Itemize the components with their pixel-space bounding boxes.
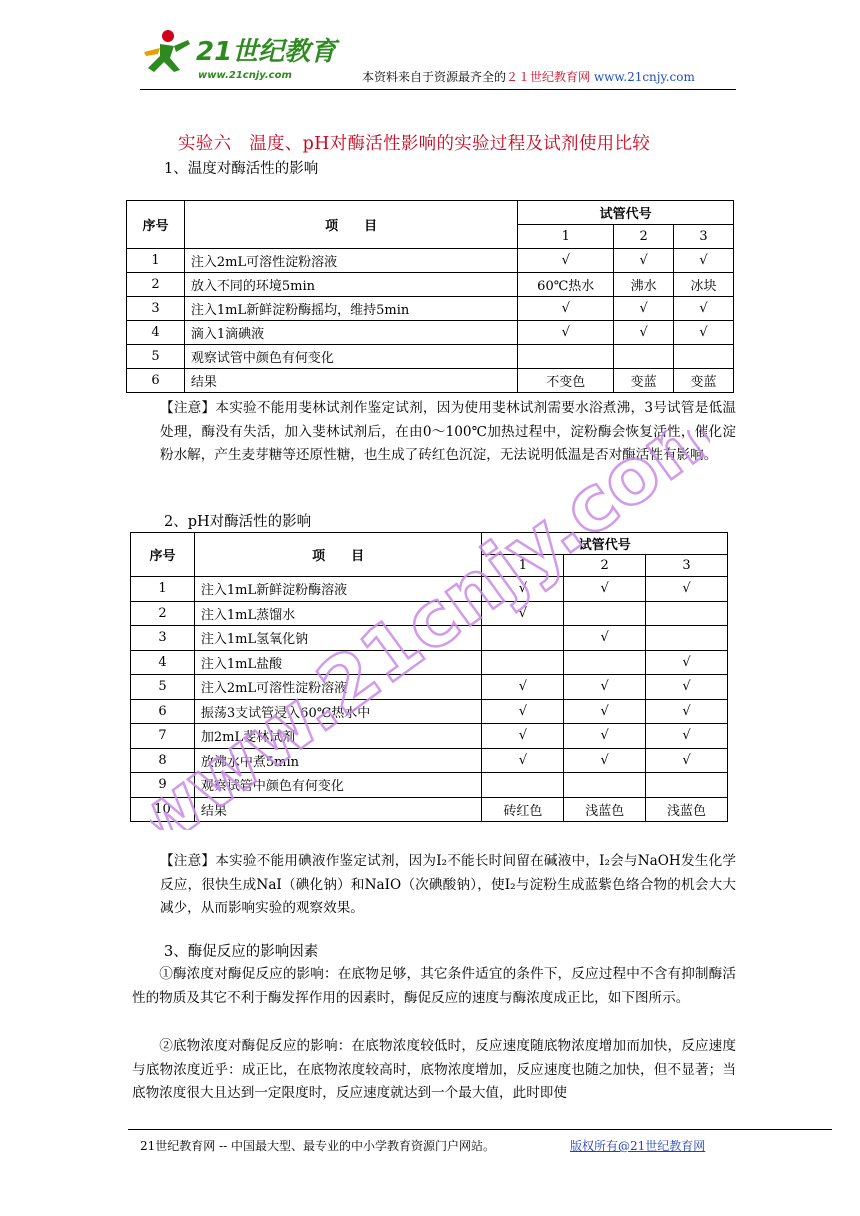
tube-cell: √ xyxy=(564,748,646,773)
row-number: 5 xyxy=(131,675,195,700)
col-header-tubes: 试管代号 xyxy=(518,201,734,225)
header-note-highlight: ２１世纪教育网 xyxy=(506,70,591,84)
tube-cell: √ xyxy=(674,321,734,345)
table-row xyxy=(127,249,734,273)
table-row xyxy=(127,345,734,369)
logo-text: 21世纪教育 xyxy=(196,37,337,67)
header-note-prefix: 本资料来自于资源最齐全的 xyxy=(362,70,507,84)
tube-cell: √ xyxy=(564,577,646,602)
footer-text: 21世纪教育网 -- 中国最大型、最专业的中小学教育资源门户网站。 xyxy=(140,1139,496,1153)
row-number: 9 xyxy=(131,773,195,798)
tube-cell: √ xyxy=(518,321,614,345)
row-item: 注入2mL可溶性淀粉溶液 xyxy=(184,249,517,273)
row-item: 注入1mL蒸馏水 xyxy=(194,601,482,626)
row-item: 注入1mL盐酸 xyxy=(194,650,482,675)
col-header-item: 项 目 xyxy=(194,533,482,577)
tube-id: 1 xyxy=(482,555,564,577)
header-divider xyxy=(140,89,736,90)
note-text: 本实验不能用斐林试剂作鉴定试剂，因为使用斐林试剂需要水浴煮沸，3号试管是低温处理，酶没有失活，加入斐林试剂后，在由0～100℃加热过程中，淀粉酶会恢复活性，催化淀粉水解，产生麦芽糖等还原性糖，也生成了砖红色沉淀，无法说明低温是否对酶活性有影响。 xyxy=(160,400,736,463)
row-number: 6 xyxy=(127,369,185,393)
tube-cell: √ xyxy=(564,675,646,700)
tube-cell xyxy=(646,773,728,798)
temperature-table xyxy=(126,200,734,393)
table-row xyxy=(131,650,728,675)
row-number: 4 xyxy=(127,321,185,345)
table-row xyxy=(127,321,734,345)
tube-cell: 浅蓝色 xyxy=(646,797,728,822)
tube-cell: √ xyxy=(482,699,564,724)
section3-para1: ①酶浓度对酶促反应的影响：在底物足够，其它条件适宜的条件下，反应过程中不含有抑制酶活性的物质及其它不利于酶发挥作用的因素时，酶促反应的速度与酶浓度成正比，如下图所示。 xyxy=(132,966,736,1006)
tube-cell xyxy=(482,650,564,675)
tube-cell: 变蓝 xyxy=(614,369,674,393)
row-item: 观察试管中颜色有何变化 xyxy=(184,345,517,369)
section1-heading: 1、温度对酶活性的影响 xyxy=(164,161,319,177)
tube-cell: 变蓝 xyxy=(674,369,734,393)
row-item: 结果 xyxy=(194,797,482,822)
table-row xyxy=(131,724,728,749)
footer-divider xyxy=(128,1129,832,1130)
ph-table xyxy=(130,532,728,822)
note-text: 本实验不能用碘液作鉴定试剂，因为I₂不能长时间留在碱液中，I₂会与NaOH发生化学反应，很快生成NaI（碘化钠）和NaIO（次碘酸钠），使I₂与淀粉生成蓝紫色络合物的机会大大减少，从而影响实验的观察效果。 xyxy=(160,853,737,916)
row-item: 振荡3支试管浸入60℃热水中 xyxy=(194,699,482,724)
tube-cell: √ xyxy=(646,675,728,700)
table-row xyxy=(127,273,734,297)
col-header-no: 序号 xyxy=(127,201,185,249)
tube-cell xyxy=(614,345,674,369)
tube-cell: √ xyxy=(614,297,674,321)
note-label: 【注意】 xyxy=(160,400,216,416)
table-row xyxy=(131,748,728,773)
tube-cell: √ xyxy=(674,297,734,321)
tube-cell xyxy=(564,601,646,626)
row-number: 2 xyxy=(127,273,185,297)
row-number: 5 xyxy=(127,345,185,369)
tube-cell: √ xyxy=(518,297,614,321)
row-item: 注入1mL新鲜淀粉酶摇均，维持5min xyxy=(184,297,517,321)
tube-cell: 冰块 xyxy=(674,273,734,297)
row-item: 加2mL斐林试剂 xyxy=(194,724,482,749)
row-number: 6 xyxy=(131,699,195,724)
tube-cell: √ xyxy=(646,650,728,675)
section3-para2: ②底物浓度对酶促反应的影响：在底物浓度较低时，反应速度随底物浓度增加而加快，反应速度与底物浓度近乎：成正比，在底物浓度较高时，底物浓度增加，反应速度也随之加快，但不显著；当底物浓度很大且达到一定限度时，反应速度就达到一个最大值，此时即使 xyxy=(132,1038,736,1101)
header-note-url[interactable]: www.21cnjy.com xyxy=(593,70,695,84)
logo-url: www.21cnjy.com xyxy=(198,70,292,81)
watermark-text: www.21cnjy.com xyxy=(150,430,710,830)
tube-cell: 沸水 xyxy=(614,273,674,297)
tube-id: 3 xyxy=(646,555,728,577)
tube-id: 2 xyxy=(564,555,646,577)
row-number: 3 xyxy=(127,297,185,321)
tube-cell: √ xyxy=(518,249,614,273)
tube-cell xyxy=(646,601,728,626)
table-row xyxy=(131,699,728,724)
tube-cell: √ xyxy=(646,724,728,749)
logo-graphic xyxy=(140,22,340,84)
row-number: 4 xyxy=(131,650,195,675)
tube-cell xyxy=(674,345,734,369)
header-note xyxy=(362,68,695,85)
table-row xyxy=(131,577,728,602)
tube-id: 2 xyxy=(614,225,674,249)
tube-id: 1 xyxy=(518,225,614,249)
tube-cell: √ xyxy=(482,577,564,602)
row-item: 放沸水中煮5min xyxy=(194,748,482,773)
table-row xyxy=(127,369,734,393)
row-number: 3 xyxy=(131,626,195,651)
tube-cell: 浅蓝色 xyxy=(564,797,646,822)
tube-cell: √ xyxy=(482,748,564,773)
row-item: 结果 xyxy=(184,369,517,393)
row-number: 10 xyxy=(131,797,195,822)
row-item: 放入不同的环境5min xyxy=(184,273,517,297)
row-item: 注入2mL可溶性淀粉溶液 xyxy=(194,675,482,700)
tube-cell xyxy=(482,626,564,651)
tube-cell: √ xyxy=(564,724,646,749)
copyright-link[interactable]: 版权所有@21世纪教育网 xyxy=(570,1139,706,1153)
row-number: 1 xyxy=(127,249,185,273)
tube-cell: 60℃热水 xyxy=(518,273,614,297)
section3-heading: 3、酶促反应的影响因素 xyxy=(164,944,319,960)
tube-cell: √ xyxy=(646,577,728,602)
tube-cell: √ xyxy=(482,675,564,700)
table-row xyxy=(131,626,728,651)
table-row xyxy=(131,773,728,798)
tube-cell: √ xyxy=(482,724,564,749)
tube-cell xyxy=(564,773,646,798)
tube-cell: √ xyxy=(482,601,564,626)
tube-cell xyxy=(564,650,646,675)
table-row xyxy=(131,675,728,700)
table-row xyxy=(131,797,728,822)
table-row xyxy=(127,297,734,321)
row-item: 滴入1滴碘液 xyxy=(184,321,517,345)
row-item: 注入1mL新鲜淀粉酶溶液 xyxy=(194,577,482,602)
tube-cell xyxy=(646,626,728,651)
section2-heading: 2、pH对酶活性的影响 xyxy=(164,514,312,530)
tube-cell: √ xyxy=(614,249,674,273)
row-number: 8 xyxy=(131,748,195,773)
col-header-tubes: 试管代号 xyxy=(482,533,728,555)
tube-cell: √ xyxy=(646,748,728,773)
row-number: 2 xyxy=(131,601,195,626)
tube-cell: √ xyxy=(646,699,728,724)
row-item: 注入1mL氢氧化钠 xyxy=(194,626,482,651)
tube-cell xyxy=(482,773,564,798)
tube-id: 3 xyxy=(674,225,734,249)
tube-cell: 不变色 xyxy=(518,369,614,393)
col-header-item: 项 目 xyxy=(184,201,517,249)
table-row xyxy=(131,601,728,626)
page-title: 实验六 温度、pH对酶活性影响的实验过程及试剂使用比较 xyxy=(178,134,651,154)
section2-note xyxy=(160,850,736,921)
note-label: 【注意】 xyxy=(160,853,216,869)
row-number: 1 xyxy=(131,577,195,602)
tube-cell: √ xyxy=(564,626,646,651)
tube-cell: √ xyxy=(674,249,734,273)
row-item: 观察试管中颜色有何变化 xyxy=(194,773,482,798)
tube-cell: 砖红色 xyxy=(482,797,564,822)
tube-cell xyxy=(518,345,614,369)
site-logo[interactable] xyxy=(140,22,340,84)
section1-note xyxy=(160,397,736,468)
row-number: 7 xyxy=(131,724,195,749)
col-header-no: 序号 xyxy=(131,533,195,577)
tube-cell: √ xyxy=(614,321,674,345)
tube-cell: √ xyxy=(564,699,646,724)
